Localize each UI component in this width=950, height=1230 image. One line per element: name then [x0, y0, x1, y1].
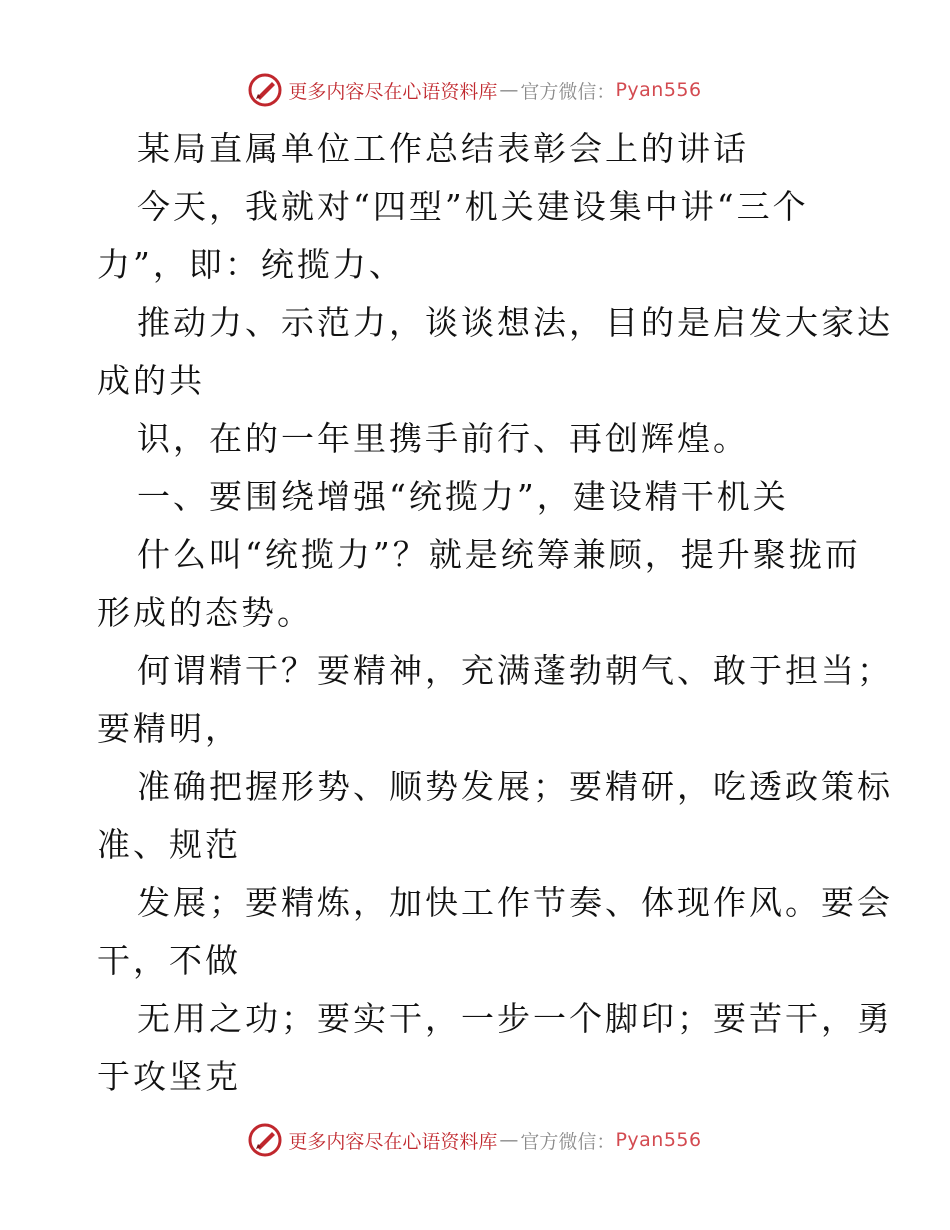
section-heading: 一、要围绕增强“统揽力”，建设精干机关 — [137, 477, 789, 516]
paragraph: 准确把握形势、顺势发展；要精研，吃透政策标 准、规范 — [97, 767, 893, 864]
paragraph: 推动力、示范力，谈谈想法，目的是启发大家达 成的共 — [97, 303, 893, 400]
banner-text: 更多内容尽在心语资料库 — [288, 1130, 498, 1153]
banner-wechat-id: Pyan556 — [615, 1129, 702, 1151]
banner-text: 更多内容尽在心语资料库 — [288, 80, 498, 103]
paragraph: 何谓精干？要精神，充满蓬勃朝气、敢于担当； 要精明， — [97, 651, 893, 748]
banner-wechat-id: Pyan556 — [615, 79, 702, 101]
brand-logo-icon — [248, 73, 282, 107]
header-banner — [0, 70, 950, 110]
banner-label: 官方微信： — [520, 1130, 616, 1153]
paragraph: 识，在的一年里携手前行、再创辉煌。 — [137, 419, 749, 458]
brand-logo-icon — [248, 1123, 282, 1157]
banner-separator: — — [499, 1129, 519, 1151]
paragraph: 今天，我就对“四型”机关建设集中讲“三个 力”，即：统揽力、 — [97, 187, 809, 284]
document-title: 某局直属单位工作总结表彰会上的讲话 — [137, 129, 749, 168]
paragraph: 什么叫“统揽力”？就是统筹兼顾，提升聚拢而 形成的态势。 — [97, 535, 861, 632]
banner-separator: — — [499, 79, 519, 101]
document-body — [97, 120, 893, 1106]
paragraph: 发展；要精炼，加快工作节奏、体现作风。要会 干，不做 — [97, 883, 893, 980]
banner-label: 官方微信： — [520, 80, 616, 103]
footer-banner — [0, 1120, 950, 1160]
paragraph: 无用之功；要实干，一步一个脚印；要苦干，勇 于攻坚克 — [97, 999, 893, 1096]
